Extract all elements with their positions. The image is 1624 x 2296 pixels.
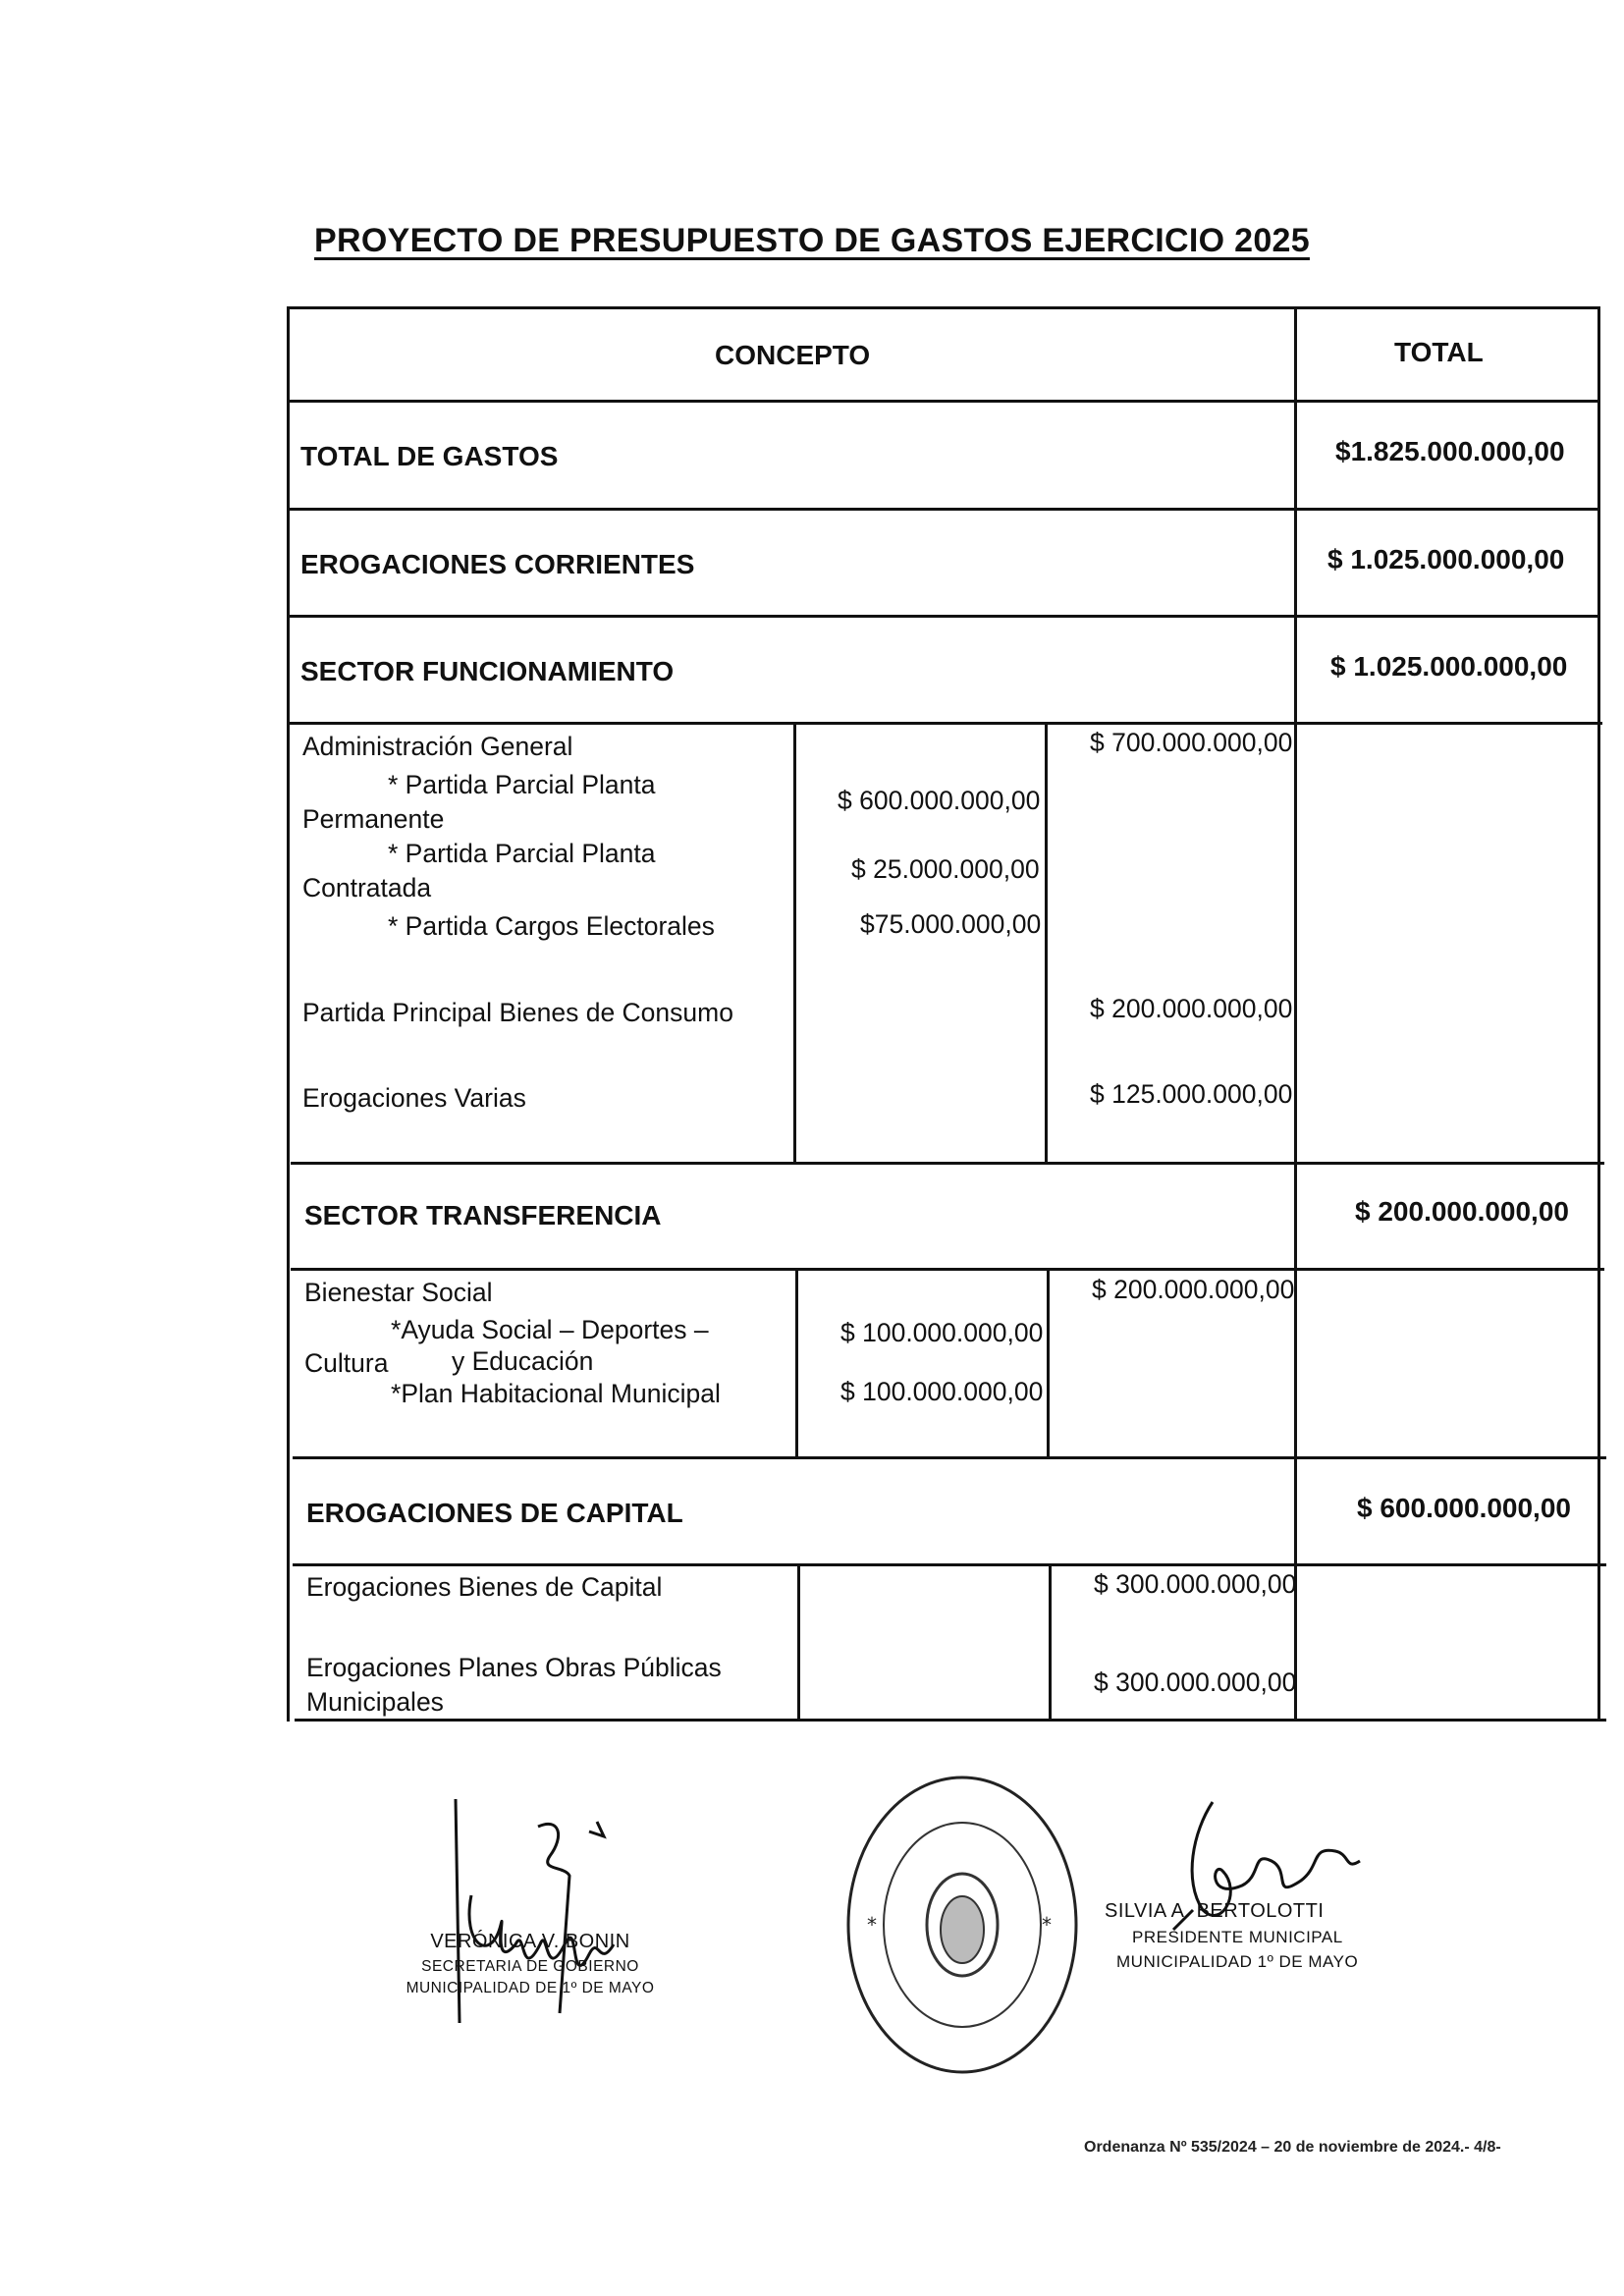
cargos-electorales-label: * Partida Cargos Electorales — [388, 911, 715, 941]
admin-general-value: $ 700.000.000,00 — [1090, 728, 1293, 757]
bienestar-social-value: $ 200.000.000,00 — [1092, 1275, 1295, 1304]
signer-right-role: PRESIDENTE MUNICIPAL — [1132, 1928, 1343, 1946]
ayuda-social-label: *Ayuda Social – Deportes – — [391, 1315, 709, 1344]
cargos-electorales-value: $75.000.000,00 — [860, 909, 1042, 939]
header-total: TOTAL — [1394, 337, 1484, 367]
signature-left-block — [388, 1928, 673, 2000]
row-divider — [291, 1268, 1604, 1271]
subcolumn-divider — [1049, 1563, 1052, 1721]
subcolumn-divider — [793, 722, 796, 1164]
table-right-border — [1597, 306, 1600, 1722]
bienes-consumo-value: $ 200.000.000,00 — [1090, 994, 1293, 1023]
subcolumn-divider — [1047, 1268, 1050, 1458]
erogaciones-capital-label: EROGACIONES DE CAPITAL — [306, 1498, 683, 1528]
erogaciones-capital-value: $ 600.000.000,00 — [1357, 1493, 1571, 1523]
subcolumn-divider — [797, 1563, 800, 1721]
sector-funcionamiento-value: $ 1.025.000.000,00 — [1330, 651, 1568, 682]
bienestar-social-label: Bienestar Social — [304, 1278, 493, 1307]
signer-left-role: SECRETARIA DE GOBIERNO — [421, 1958, 639, 1975]
svg-text:*: * — [1042, 1913, 1052, 1937]
signer-left-name: VERÓNICA V. BONIN — [430, 1931, 630, 1952]
signer-right-name: SILVIA A. BERTOLOTTI — [1105, 1900, 1325, 1922]
signer-right-org: MUNICIPALIDAD 1º DE MAYO — [1116, 1951, 1359, 1971]
plan-habitacional-value: $ 100.000.000,00 — [840, 1377, 1044, 1406]
table-bottom-border — [295, 1719, 1606, 1722]
planta-contratada-label-cont: Contratada — [302, 873, 432, 902]
footer-ordinance: Ordenanza Nº 535/2024 – 20 de noviembre de 2024.- 4/8- — [1084, 2139, 1501, 2156]
total-column-divider — [1294, 306, 1297, 1722]
header-divider — [287, 400, 1600, 403]
total-gastos-value: $1.825.000.000,00 — [1335, 436, 1565, 466]
obras-publicas-label: Erogaciones Planes Obras Públicas — [306, 1653, 722, 1682]
document-title: PROYECTO DE PRESUPUESTO DE GASTOS EJERCICIO 2025 — [314, 222, 1310, 259]
bienes-capital-value: $ 300.000.000,00 — [1094, 1569, 1297, 1599]
erogaciones-corrientes-value: $ 1.025.000.000,00 — [1327, 544, 1565, 574]
table-left-border — [287, 306, 290, 1722]
row-divider — [293, 1456, 1606, 1459]
planta-permanente-label-cont: Permanente — [302, 804, 445, 834]
row-divider — [287, 508, 1600, 511]
header-concepto: CONCEPTO — [715, 340, 871, 370]
plan-habitacional-label: *Plan Habitacional Municipal — [391, 1379, 721, 1408]
row-divider — [289, 722, 1602, 725]
ayuda-social-label-cont: Cultura — [304, 1348, 389, 1378]
signature-left-scribble — [432, 1797, 658, 2043]
signer-left-org: MUNICIPALIDAD DE 1º DE MAYO — [406, 1980, 655, 1997]
erogaciones-varias-value: $ 125.000.000,00 — [1090, 1079, 1293, 1109]
bienes-consumo-label: Partida Principal Bienes de Consumo — [302, 998, 733, 1027]
obras-publicas-label-cont: Municipales — [306, 1687, 444, 1717]
municipal-seal — [839, 1763, 1085, 2087]
obras-publicas-value: $ 300.000.000,00 — [1094, 1667, 1297, 1697]
planta-contratada-value: $ 25.000.000,00 — [851, 854, 1040, 884]
erogaciones-corrientes-label: EROGACIONES CORRIENTES — [300, 549, 695, 579]
sector-transferencia-value: $ 200.000.000,00 — [1355, 1196, 1569, 1227]
sector-funcionamiento-label: SECTOR FUNCIONAMIENTO — [300, 656, 675, 686]
svg-text:*: * — [867, 1913, 877, 1937]
subcolumn-divider — [1045, 722, 1048, 1164]
total-gastos-label: TOTAL DE GASTOS — [300, 441, 559, 471]
bienes-capital-label: Erogaciones Bienes de Capital — [306, 1572, 663, 1602]
table-top-border — [287, 306, 1600, 309]
signature-right-block — [1105, 1897, 1419, 1974]
sector-transferencia-label: SECTOR TRANSFERENCIA — [304, 1200, 662, 1230]
planta-contratada-label: * Partida Parcial Planta — [388, 839, 656, 868]
ayuda-social-value: $ 100.000.000,00 — [840, 1318, 1044, 1347]
row-divider — [291, 1162, 1604, 1165]
row-divider — [287, 615, 1600, 618]
erogaciones-varias-label: Erogaciones Varias — [302, 1083, 526, 1113]
admin-general-label: Administración General — [302, 732, 573, 761]
row-divider — [293, 1563, 1606, 1566]
subcolumn-divider — [795, 1268, 798, 1458]
planta-permanente-value: $ 600.000.000,00 — [838, 786, 1041, 815]
planta-permanente-label: * Partida Parcial Planta — [388, 770, 656, 799]
ayuda-social-label-cont2: y Educación — [452, 1346, 594, 1376]
